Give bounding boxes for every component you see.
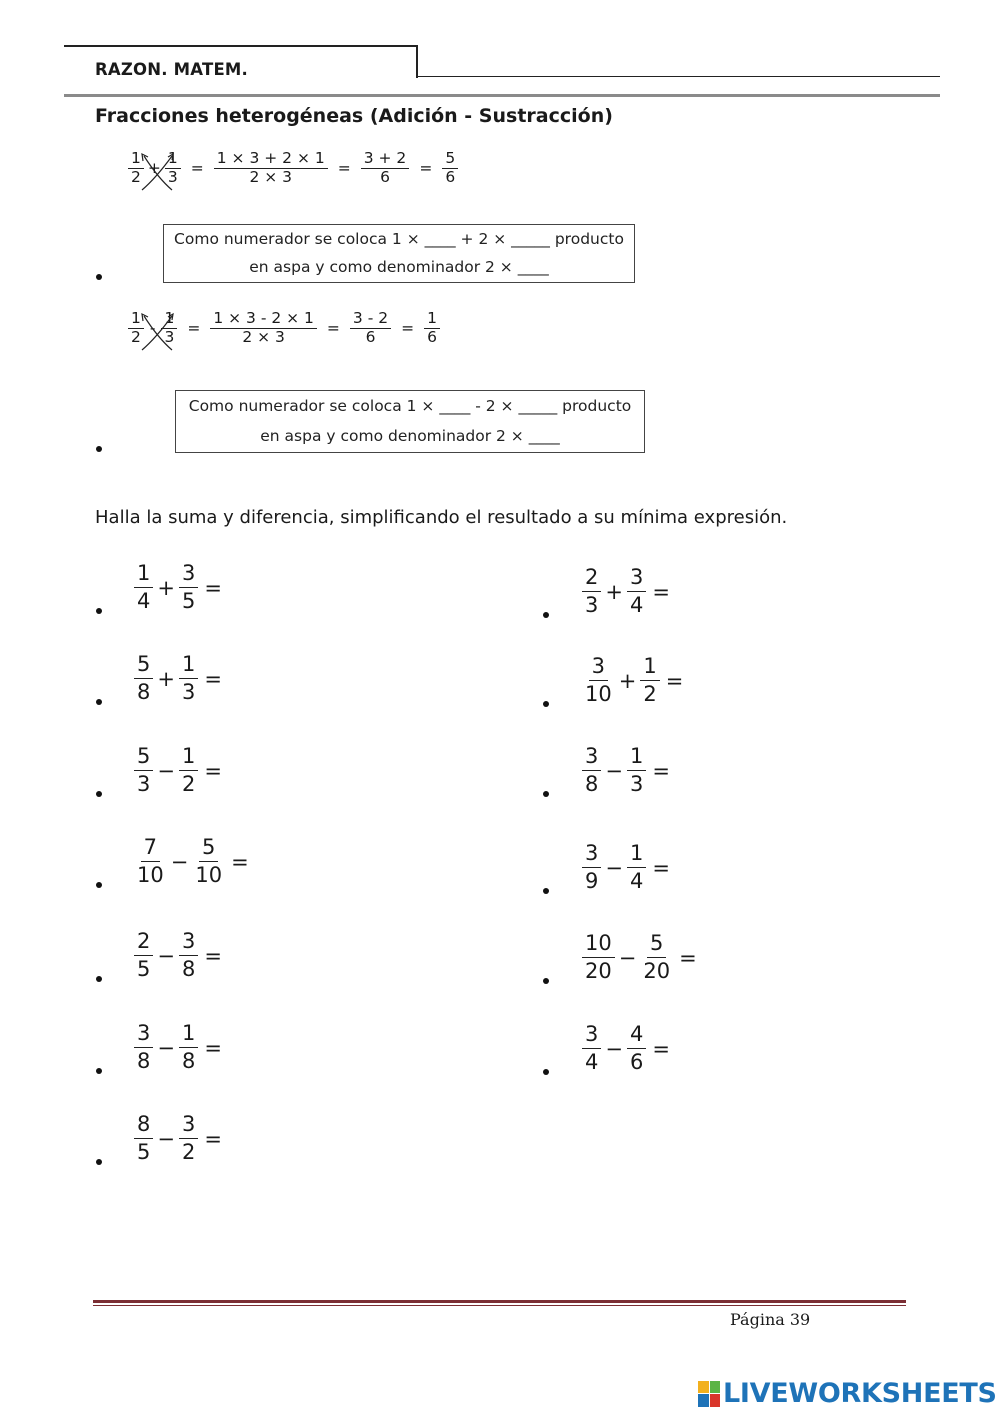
- operator: -: [149, 319, 156, 338]
- equals-sign: =: [204, 943, 222, 968]
- bullet: [96, 446, 102, 452]
- brand-logo[interactable]: [698, 1378, 997, 1409]
- equals-sign: =: [204, 666, 222, 691]
- brand-name: LIVEWORKSHEETS: [723, 1378, 997, 1409]
- cross-arrows-icon: [138, 150, 178, 196]
- cross-multiplication: [128, 150, 181, 187]
- bullet: [96, 882, 102, 888]
- fraction-b: $\frac{1}{3}$: [161, 310, 177, 347]
- operator: +: [618, 668, 637, 693]
- right-exercise-5: [582, 930, 697, 986]
- equals-sign: =: [652, 579, 670, 604]
- fraction-a: $\frac{8}{5}$: [134, 1111, 153, 1167]
- operator: +: [157, 666, 175, 691]
- footer-rule-thin: [93, 1305, 906, 1306]
- bullet: [96, 1159, 102, 1165]
- bullet: [543, 791, 549, 797]
- equals-sign: =: [652, 1036, 670, 1061]
- fraction-a: $\frac{3}{9}$: [582, 840, 601, 896]
- fraction-a: $\frac{1}{4}$: [134, 560, 153, 616]
- fraction-a: $\frac{3}{10}$: [585, 654, 612, 707]
- step1-fraction: $\frac{1 \times 3 + 2 \times 1}{2 \times 3}$: [214, 150, 328, 187]
- operator: −: [157, 758, 175, 783]
- fraction-a: $\frac{7}{10}$: [137, 835, 164, 888]
- fraction-b: $\frac{1}{3}$: [165, 150, 181, 187]
- footer-rule: [93, 1300, 906, 1303]
- equals-sign: =: [204, 758, 222, 783]
- equals-sign: =: [652, 758, 670, 783]
- operator: −: [170, 849, 189, 874]
- liveworksheets-icon: [698, 1381, 720, 1407]
- right-exercise-4: [582, 840, 670, 896]
- fraction-b: $\frac{3}{2}$: [179, 1111, 198, 1167]
- equals-sign: =: [652, 855, 670, 880]
- fraction-a: $\frac{1}{2}$: [128, 310, 144, 347]
- operator: −: [605, 758, 623, 783]
- equals-sign: =: [665, 668, 684, 693]
- equals-sign: =: [204, 1035, 222, 1060]
- header-rule: [64, 94, 940, 97]
- right-exercise-2: [582, 653, 683, 709]
- fraction-b: $\frac{5}{10}$: [195, 835, 223, 888]
- header-title: RAZON. MATEM.: [95, 60, 249, 79]
- operator: +: [605, 579, 623, 604]
- bullet: [96, 976, 102, 982]
- left-exercise-5: [134, 928, 222, 984]
- bullet: [96, 274, 102, 280]
- bullet: [543, 888, 549, 894]
- fraction-a: $\frac{2}{3}$: [582, 564, 601, 620]
- operator: −: [157, 1126, 175, 1151]
- fraction-b: $\frac{3}{5}$: [179, 560, 198, 616]
- right-exercise-1: [582, 564, 670, 620]
- operator: +: [147, 159, 161, 178]
- result-fraction: $\frac{1}{6}$: [424, 310, 440, 347]
- example-diff: $\frac{1}{2}$ - $\frac{1}{3}$ = $\frac{1 \times 3 - 2 \times 1}{2 \times 3}$ = $\frac{3 - 2}{6}$ = $\frac{1}{6}$: [128, 310, 440, 347]
- fraction-a: $\frac{2}{5}$: [134, 928, 153, 984]
- fraction-b: $\frac{1}{4}$: [627, 840, 646, 896]
- operator: −: [605, 855, 623, 880]
- bullet: [96, 1068, 102, 1074]
- operator: −: [618, 945, 637, 970]
- bullet: [543, 701, 549, 707]
- fraction-a: $\frac{5}{3}$: [134, 743, 153, 799]
- bullet: [96, 608, 102, 614]
- left-exercise-7: [134, 1111, 222, 1167]
- fraction-a: $\frac{5}{8}$: [134, 651, 153, 707]
- fraction-b: $\frac{3}{8}$: [179, 928, 198, 984]
- left-exercise-3: [134, 743, 222, 799]
- bullet: [543, 978, 549, 984]
- step2-fraction: $\frac{3 - 2}{6}$: [350, 310, 391, 347]
- operator: −: [605, 1036, 623, 1061]
- left-exercise-2: [134, 651, 222, 707]
- bullet: [96, 699, 102, 705]
- left-exercise-1: [134, 560, 222, 616]
- page-number: Página 39: [730, 1310, 811, 1329]
- fraction-b: $\frac{3}{4}$: [627, 564, 646, 620]
- fraction-b: $\frac{1}{3}$: [627, 743, 646, 799]
- bullet: [543, 1069, 549, 1075]
- bullet: [543, 612, 549, 618]
- fraction-b: $\frac{1}{2}$: [179, 743, 198, 799]
- fraction-a: $\frac{3}{8}$: [134, 1020, 153, 1076]
- fraction-a: $\frac{1}{2}$: [128, 150, 144, 187]
- equals-sign: =: [204, 575, 222, 600]
- hint-box-diff: Como numerador se coloca 1 × ____ - 2 × _____ producto en aspa y como denominador 2 × ____: [175, 390, 645, 453]
- fraction-a: $\frac{10}{20}$: [582, 930, 615, 986]
- result-fraction: $\frac{5}{6}$: [442, 150, 458, 187]
- bullet: [96, 791, 102, 797]
- fraction-b: $\frac{5}{20}$: [643, 931, 671, 984]
- fraction-b: $\frac{1}{3}$: [179, 651, 198, 707]
- operator: −: [157, 943, 175, 968]
- fraction-b: $\frac{1}{8}$: [179, 1020, 198, 1076]
- cross-multiplication: [128, 310, 177, 347]
- cross-arrows-icon: [138, 310, 178, 356]
- left-exercise-4: [134, 834, 249, 890]
- right-exercise-6: [582, 1021, 670, 1077]
- fraction-b: $\frac{1}{2}$: [640, 653, 659, 709]
- step1-fraction: $\frac{1 \times 3 - 2 \times 1}{2 \times 3}$: [210, 310, 317, 347]
- left-exercise-6: [134, 1020, 222, 1076]
- fraction-a: $\frac{3}{8}$: [582, 743, 601, 799]
- fraction-b: $\frac{4}{6}$: [627, 1021, 646, 1077]
- instruction: Halla la suma y diferencia, simplificando el resultado a su mínima expresión.: [95, 507, 788, 528]
- equals-sign: =: [231, 849, 249, 874]
- equals-sign: =: [204, 1126, 222, 1151]
- equals-sign: =: [679, 945, 697, 970]
- section-title: Fracciones heterogéneas (Adición - Sustracción): [95, 105, 613, 127]
- example-sum: $\frac{1}{2}$ + $\frac{1}{3}$ = $\frac{1 \times 3 + 2 \times 1}{2 \times 3}$ = $\frac{3 + 2}{6}$ = $\frac{5}{6}$: [128, 150, 458, 187]
- operator: +: [157, 575, 175, 600]
- step2-fraction: $\frac{3 + 2}{6}$: [361, 150, 410, 187]
- header-line: [416, 76, 940, 77]
- operator: −: [157, 1035, 175, 1060]
- right-exercise-3: [582, 743, 670, 799]
- fraction-a: $\frac{3}{4}$: [582, 1021, 601, 1077]
- hint-box-sum: Como numerador se coloca 1 × ____ + 2 × _____ producto en aspa y como denominador 2 × ____: [163, 224, 635, 283]
